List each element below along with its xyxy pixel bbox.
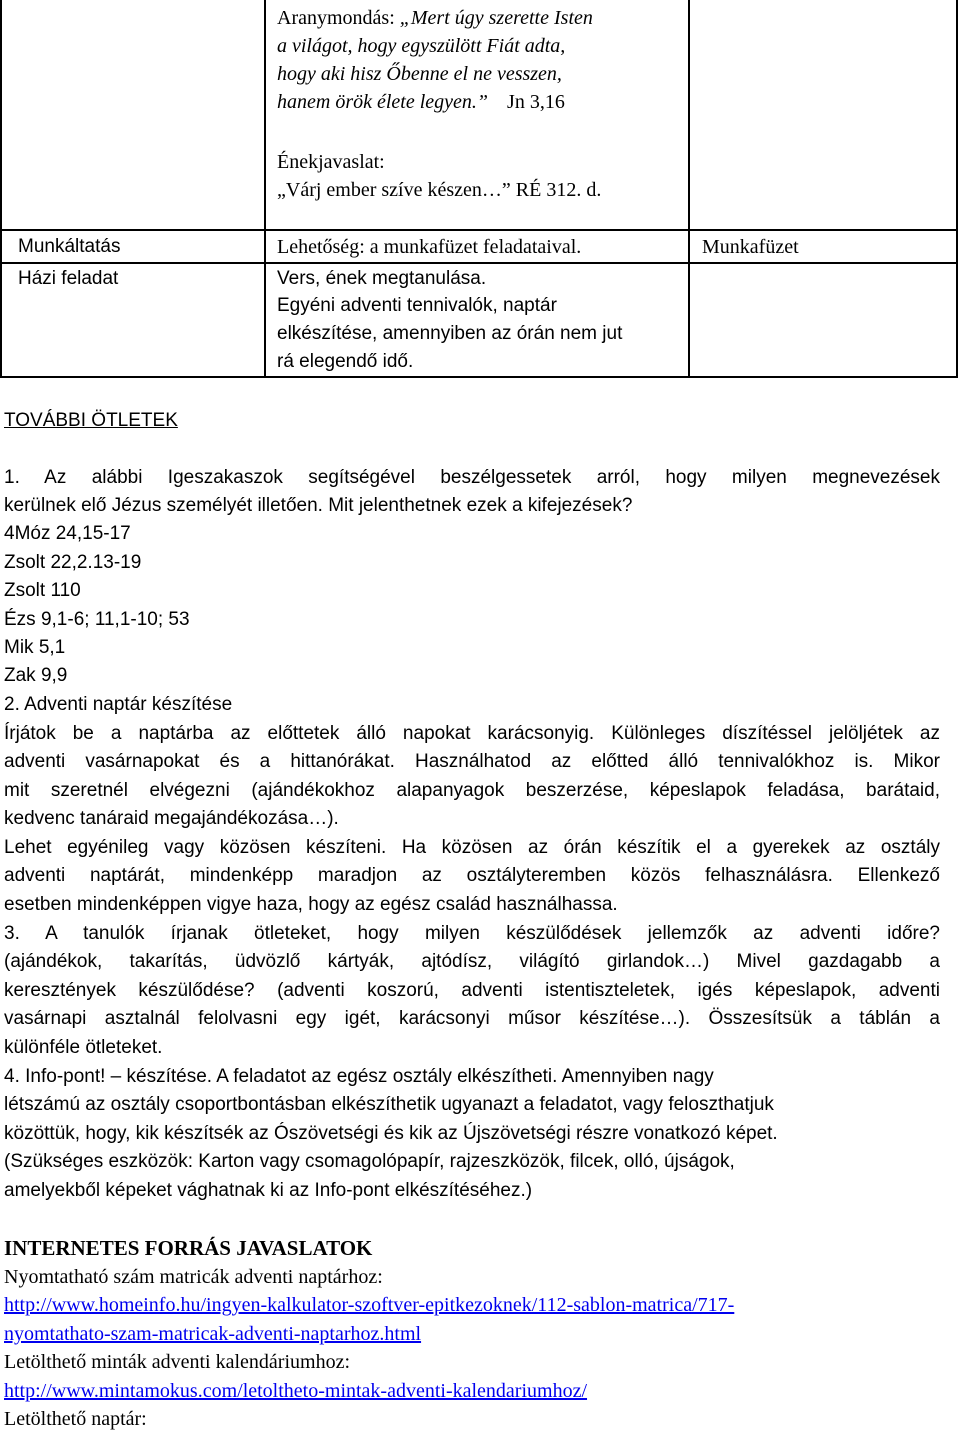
activity-value: Lehetőség: a munkafüzet feladataival. — [277, 236, 582, 258]
idea-3-text: vasárnapi asztalnál felolvasni egy igét, karácsonyi műsor készítése…). Összesítsük a táblán a — [4, 1008, 940, 1029]
idea-2-text: adventi vasárnapokat és a hittanórákat. Használhatod az előtted álló tennivalókhoz is. Mikor — [4, 751, 940, 772]
internet-sources-heading: INTERNETES FORRÁS JAVASLATOK — [4, 1236, 373, 1260]
song-value: „Várj ember szíve készen…” RÉ 312. d. — [277, 179, 602, 201]
further-ideas-heading: TOVÁBBI ÖTLETEK — [4, 410, 178, 431]
golden-verse-text: hogy aki hisz Őbenne el ne vesszen, — [277, 63, 562, 85]
scripture-ref: Zsolt 110 — [4, 580, 81, 601]
idea-4-text: közöttük, hogy, kik készítsék az Ószövetségi és kik az Újszövetségi részre vonatkozó képet. — [4, 1123, 778, 1144]
song-label: Énekjavaslat: — [277, 151, 385, 173]
golden-verse-reference: Jn 3,16 — [507, 91, 565, 113]
table-border-left — [0, 0, 2, 378]
scripture-ref: Zsolt 22,2.13-19 — [4, 552, 142, 573]
scripture-ref: Zak 9,9 — [4, 665, 68, 686]
idea-1-text: kerülnek elő Jézus személyét illetően. Mit jelenthetnek ezek a kifejezések? — [4, 495, 633, 516]
idea-2-text: kedvenc tanáraid megajándékozása…). — [4, 808, 339, 829]
scripture-ref: Mik 5,1 — [4, 637, 66, 658]
table-row-divider — [0, 262, 958, 264]
homework-line: elkészítése, amennyiben az órán nem jut — [277, 323, 623, 344]
idea-4-text: amelyekből képeket vághatnak ki az Info-pont elkészítéséhez.) — [4, 1180, 533, 1201]
activity-tool: Munkafüzet — [702, 236, 799, 258]
scripture-ref: 4Móz 24,15-17 — [4, 523, 131, 544]
table-border-bottom — [0, 376, 958, 378]
golden-verse-label: Aranymondás: — [277, 7, 395, 29]
golden-verse-line — [277, 88, 565, 116]
idea-4-text: 4. Info-pont! – készítése. A feladatot az egész osztály elkészítheti. Amennyiben nagy — [4, 1066, 714, 1087]
source-label: Letölthető minták adventi kalendáriumhoz: — [4, 1351, 351, 1373]
golden-verse-line — [277, 4, 593, 32]
idea-4-text: (Szükséges eszközök: Karton vagy csomagolópapír, rajzeszközök, filcek, olló, újságok, — [4, 1151, 735, 1172]
golden-verse-text: „Mert úgy szerette Isten — [399, 7, 593, 29]
table-border-col2 — [688, 0, 690, 378]
idea-3-text: (ajándékok, takarítás, üdvözlő kártyák, ajtódísz, világító girlandok…) Mivel gazdagabb a — [4, 951, 940, 972]
idea-2-title: 2. Adventi naptár készítése — [4, 694, 233, 715]
activity-label: Munkáltatás — [18, 236, 121, 257]
table-border-right — [956, 0, 958, 378]
idea-4-text: létszámú az osztály csoportbontásban elkészíthetik ugyanazt a feladatot, vagy feloszthatjuk — [4, 1094, 774, 1115]
homework-line: rá elegendő idő. — [277, 351, 414, 372]
source-label: Letölthető naptár: — [4, 1408, 147, 1430]
source-label: Nyomtatható szám matricák adventi naptárhoz: — [4, 1266, 383, 1288]
idea-1-text: 1. Az alábbi Igeszakaszok segítségével beszélgessetek arról, hogy milyen megnevezések — [4, 467, 940, 488]
idea-3-text: keresztények készülődése? (adventi koszorú, adventi istentiszteletek, igés képeslapok, adventi — [4, 980, 940, 1001]
idea-3-text: különféle ötleteket. — [4, 1037, 163, 1058]
idea-2-text: mit szeretnél elvégezni (ajándékokhoz alapanyagok beszerzése, képeslapok feladása, barátaid, — [4, 780, 940, 801]
idea-3-text: 3. A tanulók írjanak ötleteket, hogy milyen készülődések jellemzők az adventi időre? — [4, 923, 940, 944]
golden-verse-text: a világot, hogy egyszülött Fiát adta, — [277, 35, 566, 57]
table-border-col1 — [264, 0, 266, 378]
idea-2-text: adventi naptárát, mindenképp maradjon az osztályteremben közös felhasználásra. Ellenkező — [4, 865, 940, 886]
golden-verse-text: hanem örök élete legyen.” — [277, 91, 489, 113]
table-row-divider — [0, 229, 958, 231]
idea-2-text: esetben mindenképpen vigye haza, hogy az egész család használhassa. — [4, 894, 618, 915]
scripture-ref: Ézs 9,1-6; 11,1-10; 53 — [4, 609, 190, 630]
idea-2-text: Lehet egyénileg vagy közösen készíteni. Ha közösen az órán készítik el a gyerekek az osztály — [4, 837, 940, 858]
source-link-homeinfo[interactable]: http://www.homeinfo.hu/ingyen-kalkulator-szoftver-epitkezoknek/112-sablon-matrica/717- — [4, 1294, 735, 1316]
idea-2-text: Írjátok be a naptárba az előttetek álló napokat karácsonyig. Különleges díszítéssel jelöljétek az — [4, 723, 940, 744]
source-link-mintamokus[interactable]: http://www.mintamokus.com/letoltheto-mintak-adventi-kalendariumhoz/ — [4, 1380, 588, 1402]
source-link-homeinfo[interactable]: nyomtathato-szam-matricak-adventi-naptarhoz.html — [4, 1323, 422, 1345]
homework-label: Házi feladat — [18, 268, 119, 289]
homework-line: Vers, ének megtanulása. — [277, 268, 487, 289]
homework-line: Egyéni adventi tennivalók, naptár — [277, 295, 557, 316]
